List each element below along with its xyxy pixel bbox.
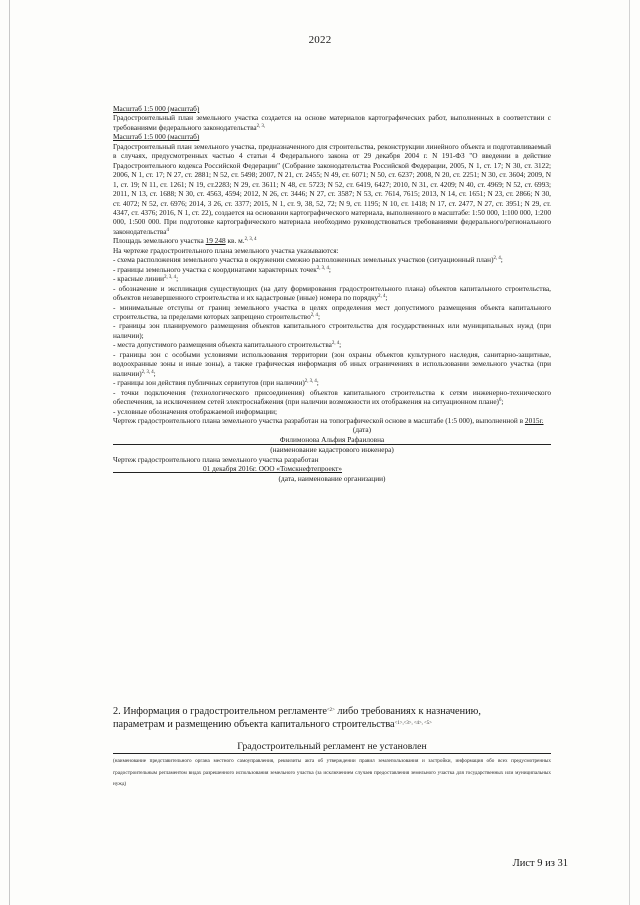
scan-edge-right [629, 0, 630, 905]
drawing-item: - границы земельного участка с координатами характерных точек$^{2, 3, 4}$; [113, 264, 331, 274]
drawing-item: - границы зон действия публичных сервитутов (при наличии)$^{2, 3, 4}$; [113, 378, 319, 388]
drawing-item: - границы зон планируемого размещения объектов капитального строительства для государственных или муниципальных нужд (при наличии); [113, 321, 551, 340]
plan-intro: Градостроительный план земельного участка создается на основе материалов картографических работ, выполненных в соответствии с требованиями федерального законодательства$^{2, 3,}$ [113, 113, 551, 132]
area-line: Площадь земельного участка 19 248 кв. м.$^{2, 3, 4}$ [113, 236, 257, 246]
topo-date: 2015г. [524, 415, 544, 425]
scale-label-1: Масштаб 1:5 000 (масштаб) [113, 104, 200, 113]
developer-paragraph: Чертеж градостроительного плана земельного участка разработан [113, 454, 319, 464]
scale-label-2: Масштаб 1:5 000 (масштаб) [113, 132, 200, 142]
linear-object-paragraph: Градостроительный план земельного участка, предназначенного для строительства, реконструкции линейного объекта и подготавливаемый в случаях, предусмотренных частью 4 статьи 4 Федерального закона от 29 декабря 2004 г. N 191-ФЗ "О введении в действие Градостроительного кодекса Российской Федерации" (Собрание законодательства Российской Федерации, 2005, N 1, ст. 17; N 30, ст. 3122; 2006, N 1, ст. 17; N 27, ст. 2881; N 52, ст. 5498; 2007, N 21, ст. 2455; N 49, ст. 6071; N 50, ст. 6237; 2008, N 20, ст. 2251; N 30, ст. 3604; 2009, N 1, ст. 19; N 11, ст. 1261; N 19, ст.2283; N 29, ст. 3611; N 48, ст. 5723; N 52, ст. 6419, 6427; 2010, N 31, ст. 4209; N 40, ст. 4969; N 52, ст. 6993; 2011, N 13, ст. 1688; N 30, ст. 4563, 4594; 2012, N 26, ст. 3446; N 27, ст. 3587; N 53, ст. 7614, 7615; 2013, N 14, ст. 1651; N 23, ст. 2866; N 30, ст. 4072; N 52, ст. 6976; 2014, 3 26, ст. 3377; 2015, N 1, ст. 9, 38, 52, 72; N 9, ст. 1195; N 10, ст. 1418; N 17, ст. 2477, N 27, ст. 3951; N 29, ст. 4347, ст. 4376; 2016, N 1, ст. 22), создается на основании картографического материала, выполненного в масштабе: 1:50 000, 1:100 000, 1:200 000, 1:500 000. При подготовке картографического материала необходимо руководствоваться требованиями федерального/регионального законодательства$^4$ [113, 141, 551, 236]
topo-paragraph: Чертеж градостроительного плана земельного участка разработан на топографической основе в масштабе (1:5 000), выполненной в 2015г. [113, 415, 544, 425]
date-label: (дата) [352, 425, 372, 435]
regulation-note: (наименование представительного органа местного самоуправления, реквизиты акта об утверждении правил землепользования и застройки, информация обо всех предусмотренных градостроительным регламентом видах разрешенного использования земельного участка (за исключением случаев предоставления земельного участка для государственных или муниципальных нужд) [113, 758, 551, 787]
developer-label: (дата, наименование организации) [278, 474, 386, 484]
developer-value: 01 декабря 2016г. ООО «Томскнефтепроект» [203, 464, 343, 474]
scan-edge-left [9, 0, 10, 905]
engineer-label: (наименование кадастрового инженера) [270, 445, 394, 455]
drawing-item: - границы зон с особыми условиями использования территории (зон охраны объектов культурного наследия, санитарно-защитные, водоохранные зоны и иные зоны), а также графическая информация об иных ограничениях в использовании земельного участка (при наличии)$^{2, 3, 4}$; [113, 349, 551, 378]
drawing-intro: На чертеже градостроительного плана земельного участка указываются: [113, 245, 339, 255]
regulation-underline [113, 753, 551, 754]
main-text [113, 104, 551, 484]
area-value: 19 248 [205, 236, 226, 246]
developer-line [113, 464, 551, 474]
drawing-item: - условные обозначения отображаемой информации; [113, 406, 278, 416]
regulation-status: Градостроительный регламент не установлен [237, 741, 427, 752]
engineer-name: Филимонова Альфия Рафаиловна [113, 435, 551, 445]
sheet-number: Лист 9 из 31 [512, 858, 568, 869]
section-2-heading: 2. Информация о градостроительном регламенте$^{<2>}$ либо требованиях к назначению, параметрам и размещению объекта капитального строительства$^{<1>,<3>, <4>, <5>}$ [113, 706, 481, 730]
page-year: 2022 [308, 34, 332, 46]
drawing-item: - обозначение и экспликация существующих (на дату формирования градостроительного плана) объектов капитального строительства, объектов незавершенного строительства и их кадастровые (иные) номера по порядку$^{2, 4}$; [113, 283, 551, 303]
drawing-item: - минимальные отступы от границ земельного участка в целях определения мест допустимого размещения объекта капитального строительства, за пределами которых запрещено строительство$^{2, 4}$; [113, 302, 551, 321]
drawing-item: - красные линии$^{2, 3, 4}$; [113, 274, 179, 284]
drawing-items-list [113, 255, 551, 416]
drawing-item: - точки подключения (технологического присоединения) объектов капитального строительства к сетям инженерно-технического обеспечения, за исключением сетей электроснабжения (при наличии возможности их отображения на ситуационном плане)$^6$; [113, 387, 551, 407]
drawing-item: - места допустимого размещения объекта капитального строительства$^{2, 4}$; [113, 340, 342, 350]
drawing-item: - схема расположения земельного участка в окружении смежно расположенных земельных участков (ситуационный план)$^{2, 4}$; [113, 255, 503, 265]
